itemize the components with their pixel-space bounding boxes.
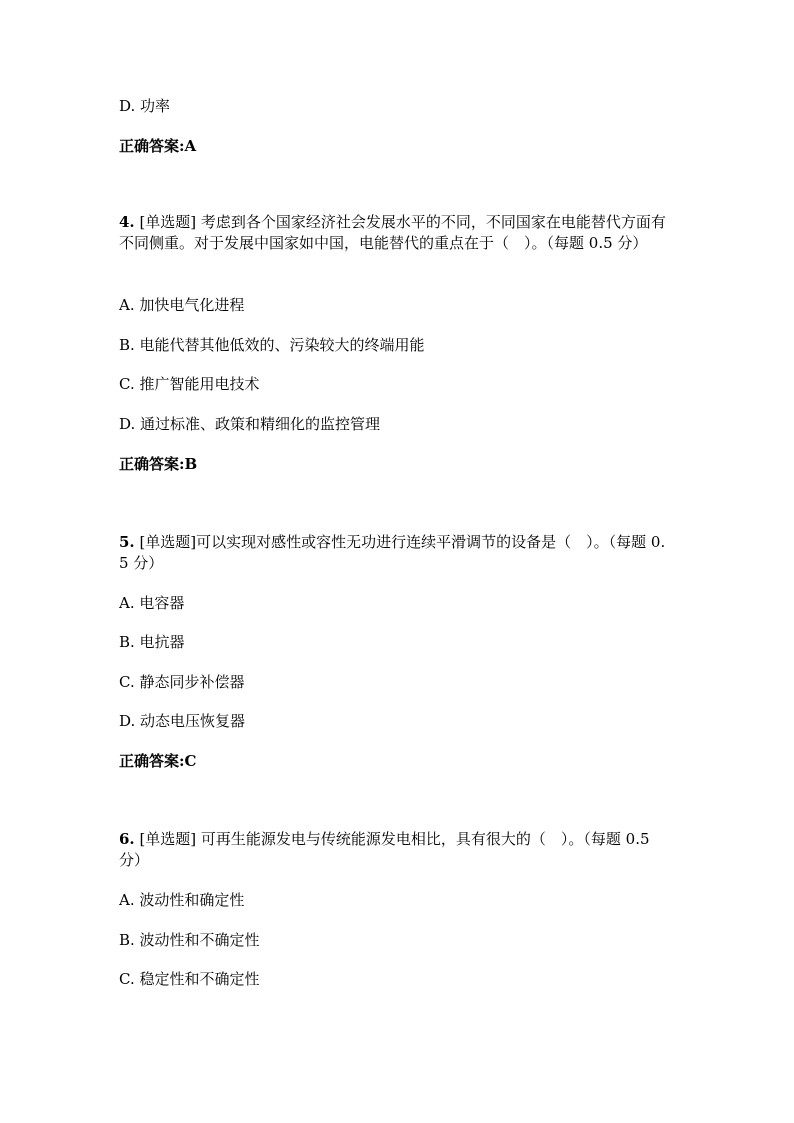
q4-correct-answer: 正确答案:B (119, 455, 198, 473)
q6-option-b: B. 波动性和不确定性 (119, 931, 260, 949)
q6-option-a: A. 波动性和确定性 (119, 891, 245, 909)
q5-option-b: B. 电抗器 (119, 633, 185, 651)
q5-correct-answer: 正确答案:C (119, 752, 197, 770)
q5-stem: [单选题]可以实现对感性或容性无功进行连续平滑调节的设备是（ ）。（每题 0.5 分） (119, 533, 666, 572)
q5-option-c: C. 静态同步补偿器 (119, 673, 245, 691)
q4-option-d: D. 通过标准、政策和精细化的监控管理 (119, 415, 381, 433)
q4-option-a: A. 加快电气化进程 (119, 296, 245, 314)
q5-number: 5. (119, 533, 135, 551)
q6-stem: [单选题] 可再生能源发电与传统能源发电相比，具有很大的（ ）。（每题 0.5 分） (119, 830, 650, 869)
q6-option-c: C. 稳定性和不确定性 (119, 970, 260, 988)
q4-number: 4. (119, 213, 135, 231)
q4-option-c: C. 推广智能用电技术 (119, 375, 260, 393)
q3-correct-answer: 正确答案:A (119, 137, 197, 155)
q6-number: 6. (119, 830, 135, 848)
q5-option-a: A. 电容器 (119, 594, 185, 612)
q5-question (119, 532, 667, 574)
q5-option-d: D. 动态电压恢复器 (119, 712, 246, 730)
q3-option-d: D. 功率 (119, 97, 171, 115)
q4-option-b: B. 电能代替其他低效的、污染较大的终端用能 (119, 336, 425, 354)
q4-stem: [单选题] 考虑到各个国家经济社会发展水平的不同，不同国家在电能替代方面有不同侧重。对于发展中国家如中国，电能替代的重点在于（ ）。（每题 0.5 分） (119, 213, 666, 252)
q6-question (119, 829, 667, 871)
q4-question (119, 212, 667, 254)
